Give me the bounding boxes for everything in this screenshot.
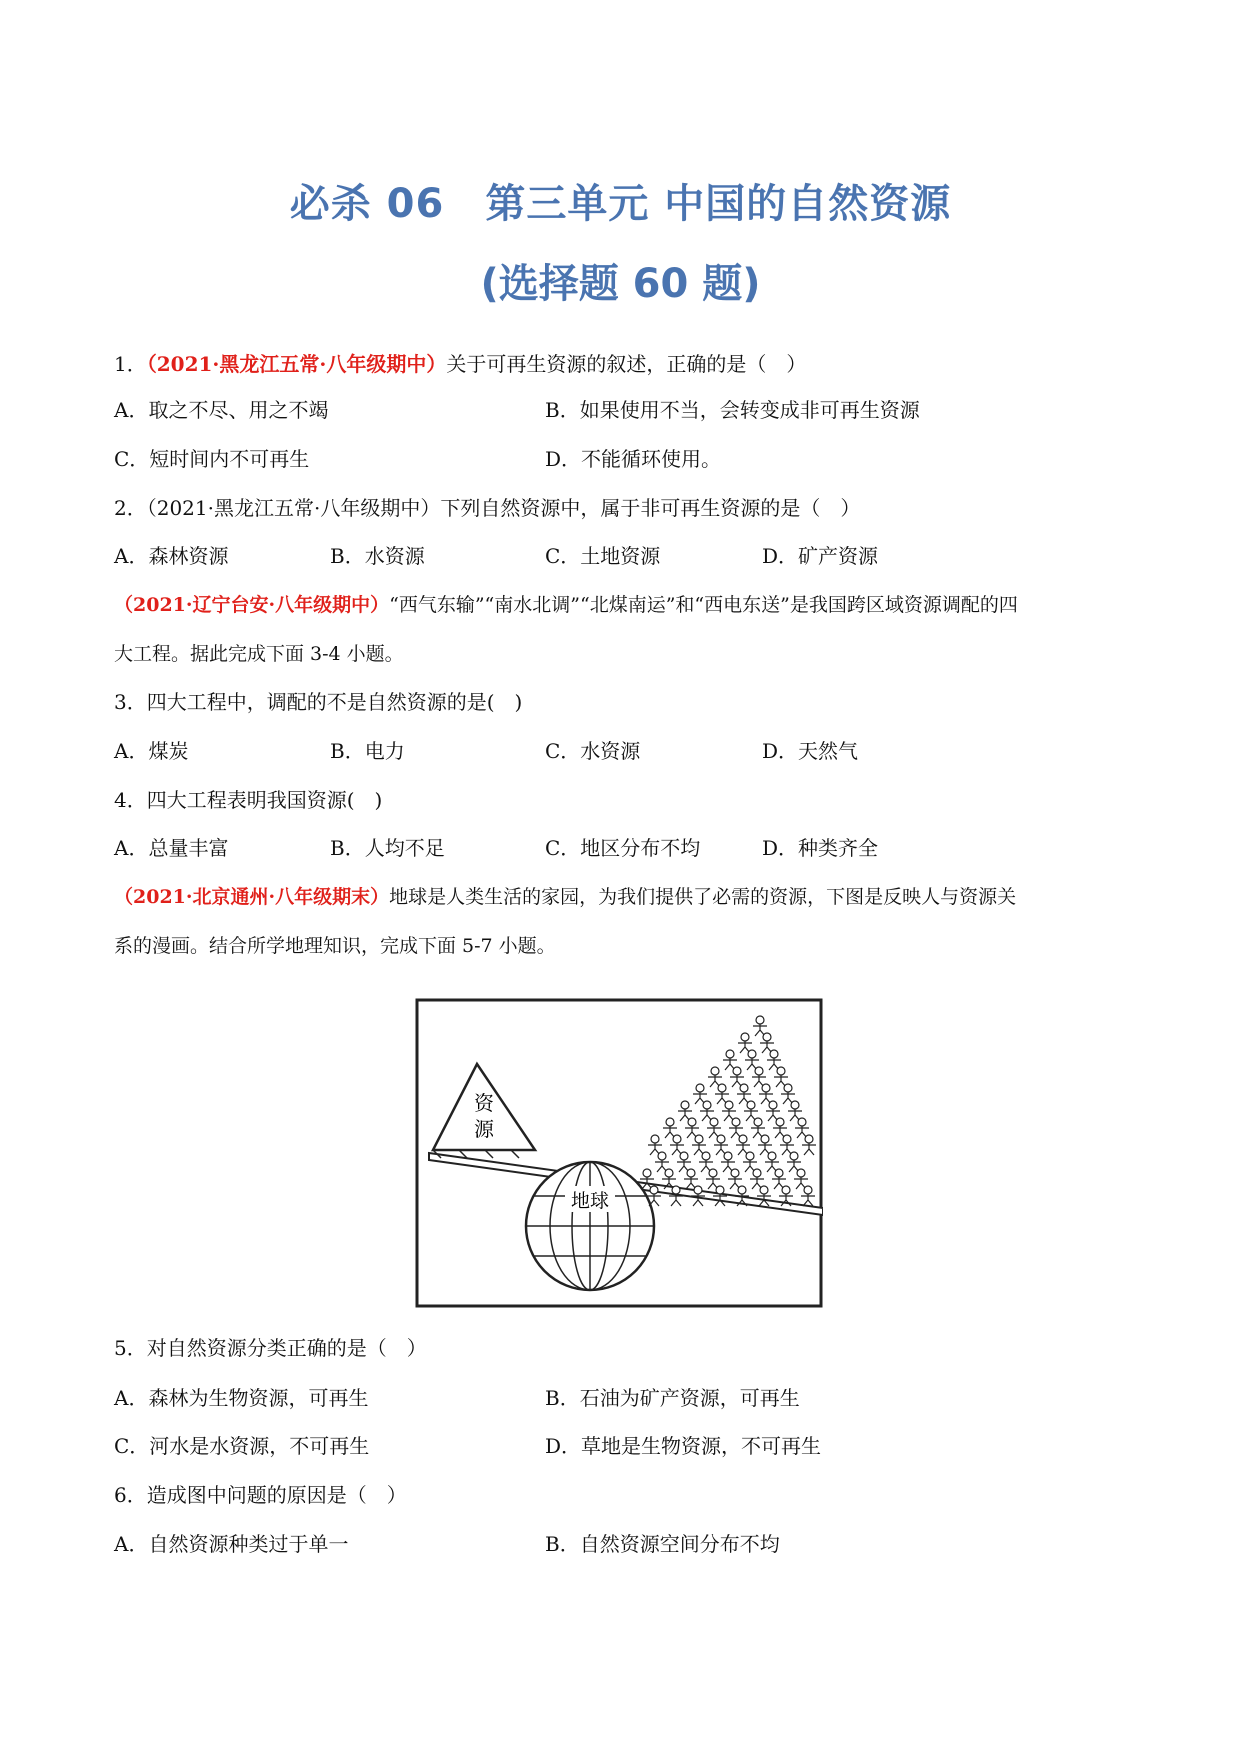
- page-subtitle: (选择题 60 题): [480, 261, 761, 307]
- q1-option-c: C．短时间内不可再生: [114, 447, 310, 471]
- triangle-label: 资: [474, 1091, 494, 1115]
- question-5: 5．对自然资源分类正确的是（ ）: [114, 1336, 427, 1360]
- page-title: 必杀 06 第三单元 中国的自然资源: [289, 181, 952, 227]
- q3-option-d: D．天然气: [762, 739, 859, 763]
- question-number: 1．: [114, 352, 147, 376]
- q5-option-d: D．草地是生物资源，不可再生: [545, 1434, 822, 1458]
- group-5-7-intro: [114, 883, 1016, 911]
- q4-option-c: C．地区分布不均: [545, 836, 701, 860]
- q2-option-d: D．矿产资源: [762, 544, 879, 568]
- group-source: （2021·辽宁台安·八年级期中）: [114, 594, 390, 616]
- q5-option-a: A．森林为生物资源，可再生: [114, 1386, 369, 1410]
- q5-option-c: C．河水是水资源，不可再生: [114, 1434, 370, 1458]
- group-text: 地球是人类生活的家园，为我们提供了必需的资源，下图是反映人与资源关: [389, 886, 1017, 908]
- question-6: 6．造成图中问题的原因是（ ）: [114, 1483, 407, 1507]
- q2-option-c: C．土地资源: [545, 544, 661, 568]
- question-2: 2．（2021·黑龙江五常·八年级期中）下列自然资源中，属于非可再生资源的是（ ）: [114, 496, 861, 520]
- q4-option-b: B．人均不足: [330, 836, 445, 860]
- q2-option-a: A．森林资源: [114, 544, 229, 568]
- q4-option-a: A．总量丰富: [114, 836, 229, 860]
- group-text: “西气东输”“南水北调”“北煤南运”和“西电东送”是我国跨区域资源调配的四: [389, 594, 1018, 616]
- q1-option-d: D．不能循环使用。: [545, 447, 722, 471]
- q6-option-b: B．自然资源空间分布不均: [545, 1532, 780, 1556]
- q3-option-b: B．电力: [330, 739, 405, 763]
- q4-option-d: D．种类齐全: [762, 836, 879, 860]
- question-source: （2021·黑龙江五常·八年级期中）: [146, 352, 447, 376]
- globe-label: 地球: [570, 1190, 610, 1212]
- triangle-label: 源: [474, 1117, 494, 1141]
- question-1: [114, 350, 806, 378]
- q1-option-b: B．如果使用不当，会转变成非可再生资源: [545, 398, 920, 422]
- q3-option-c: C．水资源: [545, 739, 641, 763]
- group-3-4-intro: [114, 591, 1018, 619]
- group-5-7-intro-cont: 系的漫画。结合所学地理知识，完成下面 5-7 小题。: [114, 935, 556, 957]
- question-4: 4．四大工程表明我国资源( ): [114, 788, 383, 812]
- group-source: （2021·北京通州·八年级期末）: [114, 886, 390, 908]
- q6-option-a: A．自然资源种类过于单一: [114, 1532, 349, 1556]
- q3-option-a: A．煤炭: [114, 739, 189, 763]
- q2-option-b: B．水资源: [330, 544, 425, 568]
- resource-population-cartoon: [415, 998, 823, 1308]
- globe: [526, 1162, 654, 1290]
- q1-option-a: A．取之不尽、用之不竭: [114, 398, 329, 422]
- q5-option-b: B．石油为矿产资源，可再生: [545, 1386, 800, 1410]
- question-text: 关于可再生资源的叙述，正确的是（ ）: [446, 352, 807, 376]
- question-3: 3．四大工程中，调配的不是自然资源的是( ): [114, 690, 523, 714]
- group-3-4-intro-cont: 大工程。据此完成下面 3-4 小题。: [114, 643, 404, 665]
